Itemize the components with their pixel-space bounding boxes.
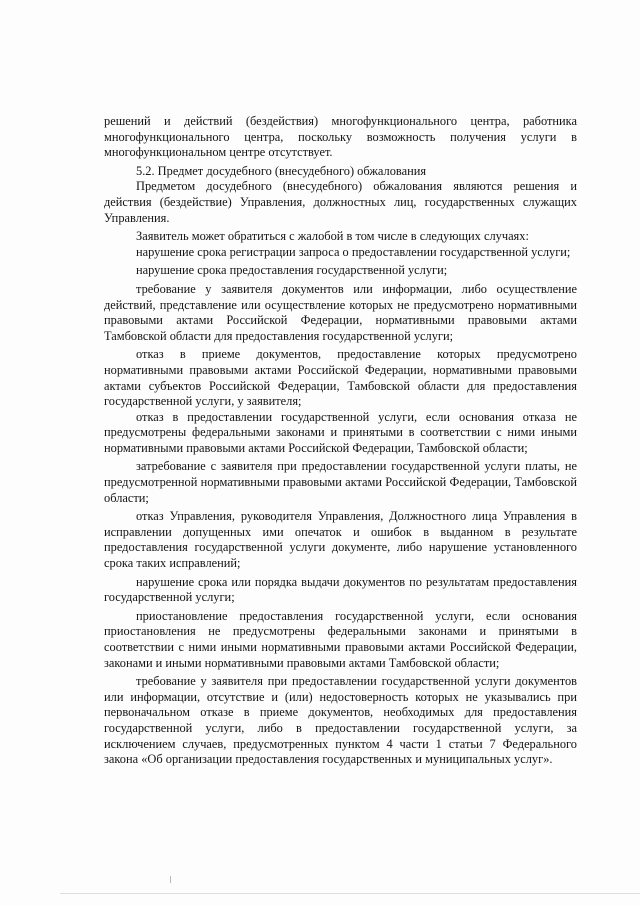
list-item-case-5: отказ в предоставлении государственной услуги, если основания отказа не предусмотрены федеральными законами и принятыми в соответствии с ними иными нормативными правовыми актами Российской Федерации, Тамбовской области;: [104, 409, 577, 455]
list-item-case-1: нарушение срока регистрации запроса о предоставлении государственной услуги;: [136, 244, 571, 259]
scan-artifact-mark: [170, 876, 171, 883]
list-item-case-3: требование у заявителя документов или информации, либо осуществление действий, представление или осуществление которых не предусмотрено нормативными правовыми актами Российской Федерации, нормативными правовыми актами Тамбовской области для предоставления государственной услуги;: [104, 281, 577, 343]
scan-artifact-line: [60, 893, 640, 894]
list-item-case-2: нарушение срока предоставления государственной услуги;: [136, 263, 448, 278]
paragraph-subject: Предметом досудебного (внесудебного) обжалования являются решения и действия (бездействие) Управления, должностных лиц, государственных служащих Управления.: [104, 179, 577, 225]
section-heading-5-2: 5.2. Предмет досудебного (внесудебного) обжалования: [136, 163, 427, 178]
document-body: [104, 114, 577, 768]
list-item-case-4: отказ в приеме документов, предоставление которых предусмотрено нормативными правовыми актами Российской Федерации, нормативными правовыми актами субъектов Российской Федерации, Тамбовской области для предоставления государственной услуги, у заявителя;: [104, 347, 577, 409]
list-item-case-10: требование у заявителя при предоставлении государственной услуги документов или информации, отсутствие и (или) недостоверность которых не указывались при первоначальном отказе в приеме документов, необходимых для предоставления государственной услуги, либо в предоставлении государственной услуги, за исключением случаев, предусмотренных пунктом 4 части 1 статьи 7 Федерального закона «Об организации предоставления государственных и муниципальных услуг».: [104, 674, 577, 767]
paragraph-cases-intro: Заявитель может обратиться с жалобой в том числе в следующих случаях:: [136, 229, 529, 244]
list-item-case-9: приостановление предоставления государственной услуги, если основания приостановления не предусмотрены федеральными законами и принятыми в соответствии с ними иными нормативными правовыми актами Российской Федерации, законами и иными нормативными правовыми актами Тамбовской области;: [104, 608, 577, 670]
list-item-case-6: затребование с заявителя при предоставлении государственной услуги платы, не предусмотренной нормативными правовыми актами Российской Федерации, Тамбовской области;: [104, 459, 577, 505]
list-item-case-8: нарушение срока или порядка выдачи документов по результатам предоставления государственной услуги;: [104, 574, 577, 605]
list-item-case-7: отказ Управления, руководителя Управления, Должностного лица Управления в исправлении допущенных ими опечаток и ошибок в выданном в результате предоставления государственной услуги документе, либо нарушение установленного срока таких исправлений;: [104, 509, 577, 571]
paragraph-continuation: решений и действий (бездействия) многофункционального центра, работника многофункционального центра, поскольку возможность получения услуги в многофункциональном центре отсутствует.: [104, 114, 577, 160]
